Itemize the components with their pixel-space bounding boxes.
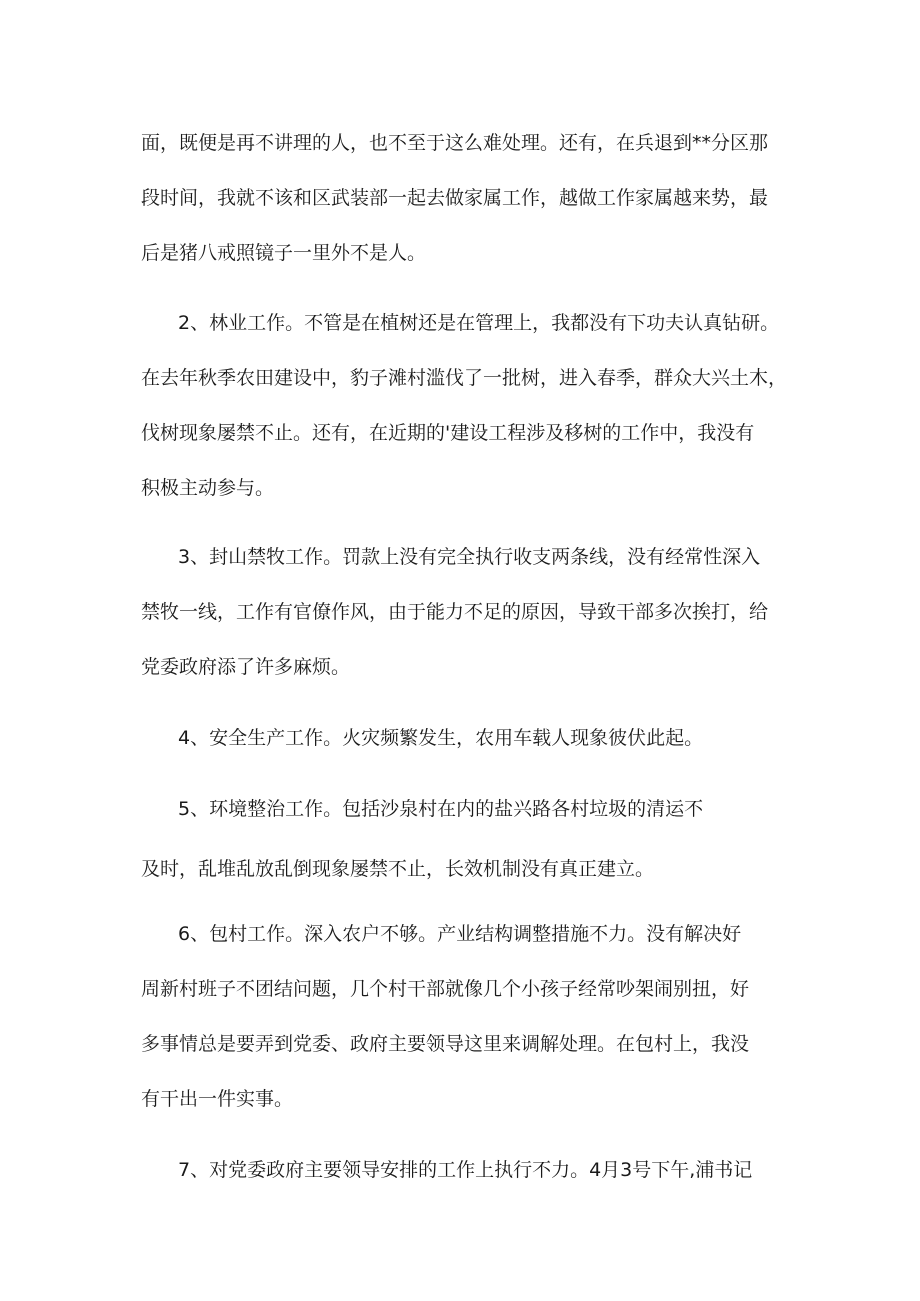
- text-line: 党委政府添了许多麻烦。: [141, 656, 351, 678]
- text-line: 多事情总是要弄到党委、政府主要领导这里来调解处理。在包村上，我没: [141, 1033, 750, 1055]
- text-line: 有干出一件实事。: [141, 1088, 294, 1110]
- text-line: 3、封山禁牧工作。罚款上没有完全执行收支两条线，没有经常性深入: [178, 546, 761, 568]
- text-line: 伐树现象屡禁不止。还有，在近期的'建设工程涉及移树的工作中，我没有: [141, 422, 755, 444]
- text-line: 段时间，我就不该和区武装部一起去做家属工作，越做工作家属越来势，最: [141, 187, 769, 209]
- text-line: 5、环境整治工作。包括沙泉村在内的盐兴路各村垃圾的清运不: [178, 798, 704, 820]
- text-line: 在去年秋季农田建设中，豹子滩村滥伐了一批树，进入春季，群众大兴土木，: [141, 367, 788, 389]
- text-line: 积极主动参与。: [141, 477, 275, 499]
- text-line: 面，既便是再不讲理的人，也不至于这么难处理。还有，在兵退到**分区那: [141, 132, 769, 154]
- text-line: 7、对党委政府主要领导安排的工作上执行不力。4月3号下午,浦书记: [178, 1159, 753, 1181]
- text-line: 4、安全生产工作。火灾频繁发生，农用车载人现象彼伏此起。: [178, 727, 704, 749]
- text-line: 禁牧一线，工作有官僚作风，由于能力不足的原因，导致干部多次挨打，给: [141, 601, 769, 623]
- text-line: 2、林业工作。不管是在植树还是在管理上，我都没有下功夫认真钻研。: [178, 312, 780, 334]
- text-line: 周新村班子不团结问题，几个村干部就像几个小孩子经常吵架闹别扭，好: [141, 978, 750, 1000]
- text-line: 及时，乱堆乱放乱倒现象屡禁不止，长效机制没有真正建立。: [141, 858, 655, 880]
- text-line: 6、包村工作。深入农户不够。产业结构调整措施不力。没有解决好: [178, 923, 742, 945]
- text-line: 后是猪八戒照镜子一里外不是人。: [141, 242, 427, 264]
